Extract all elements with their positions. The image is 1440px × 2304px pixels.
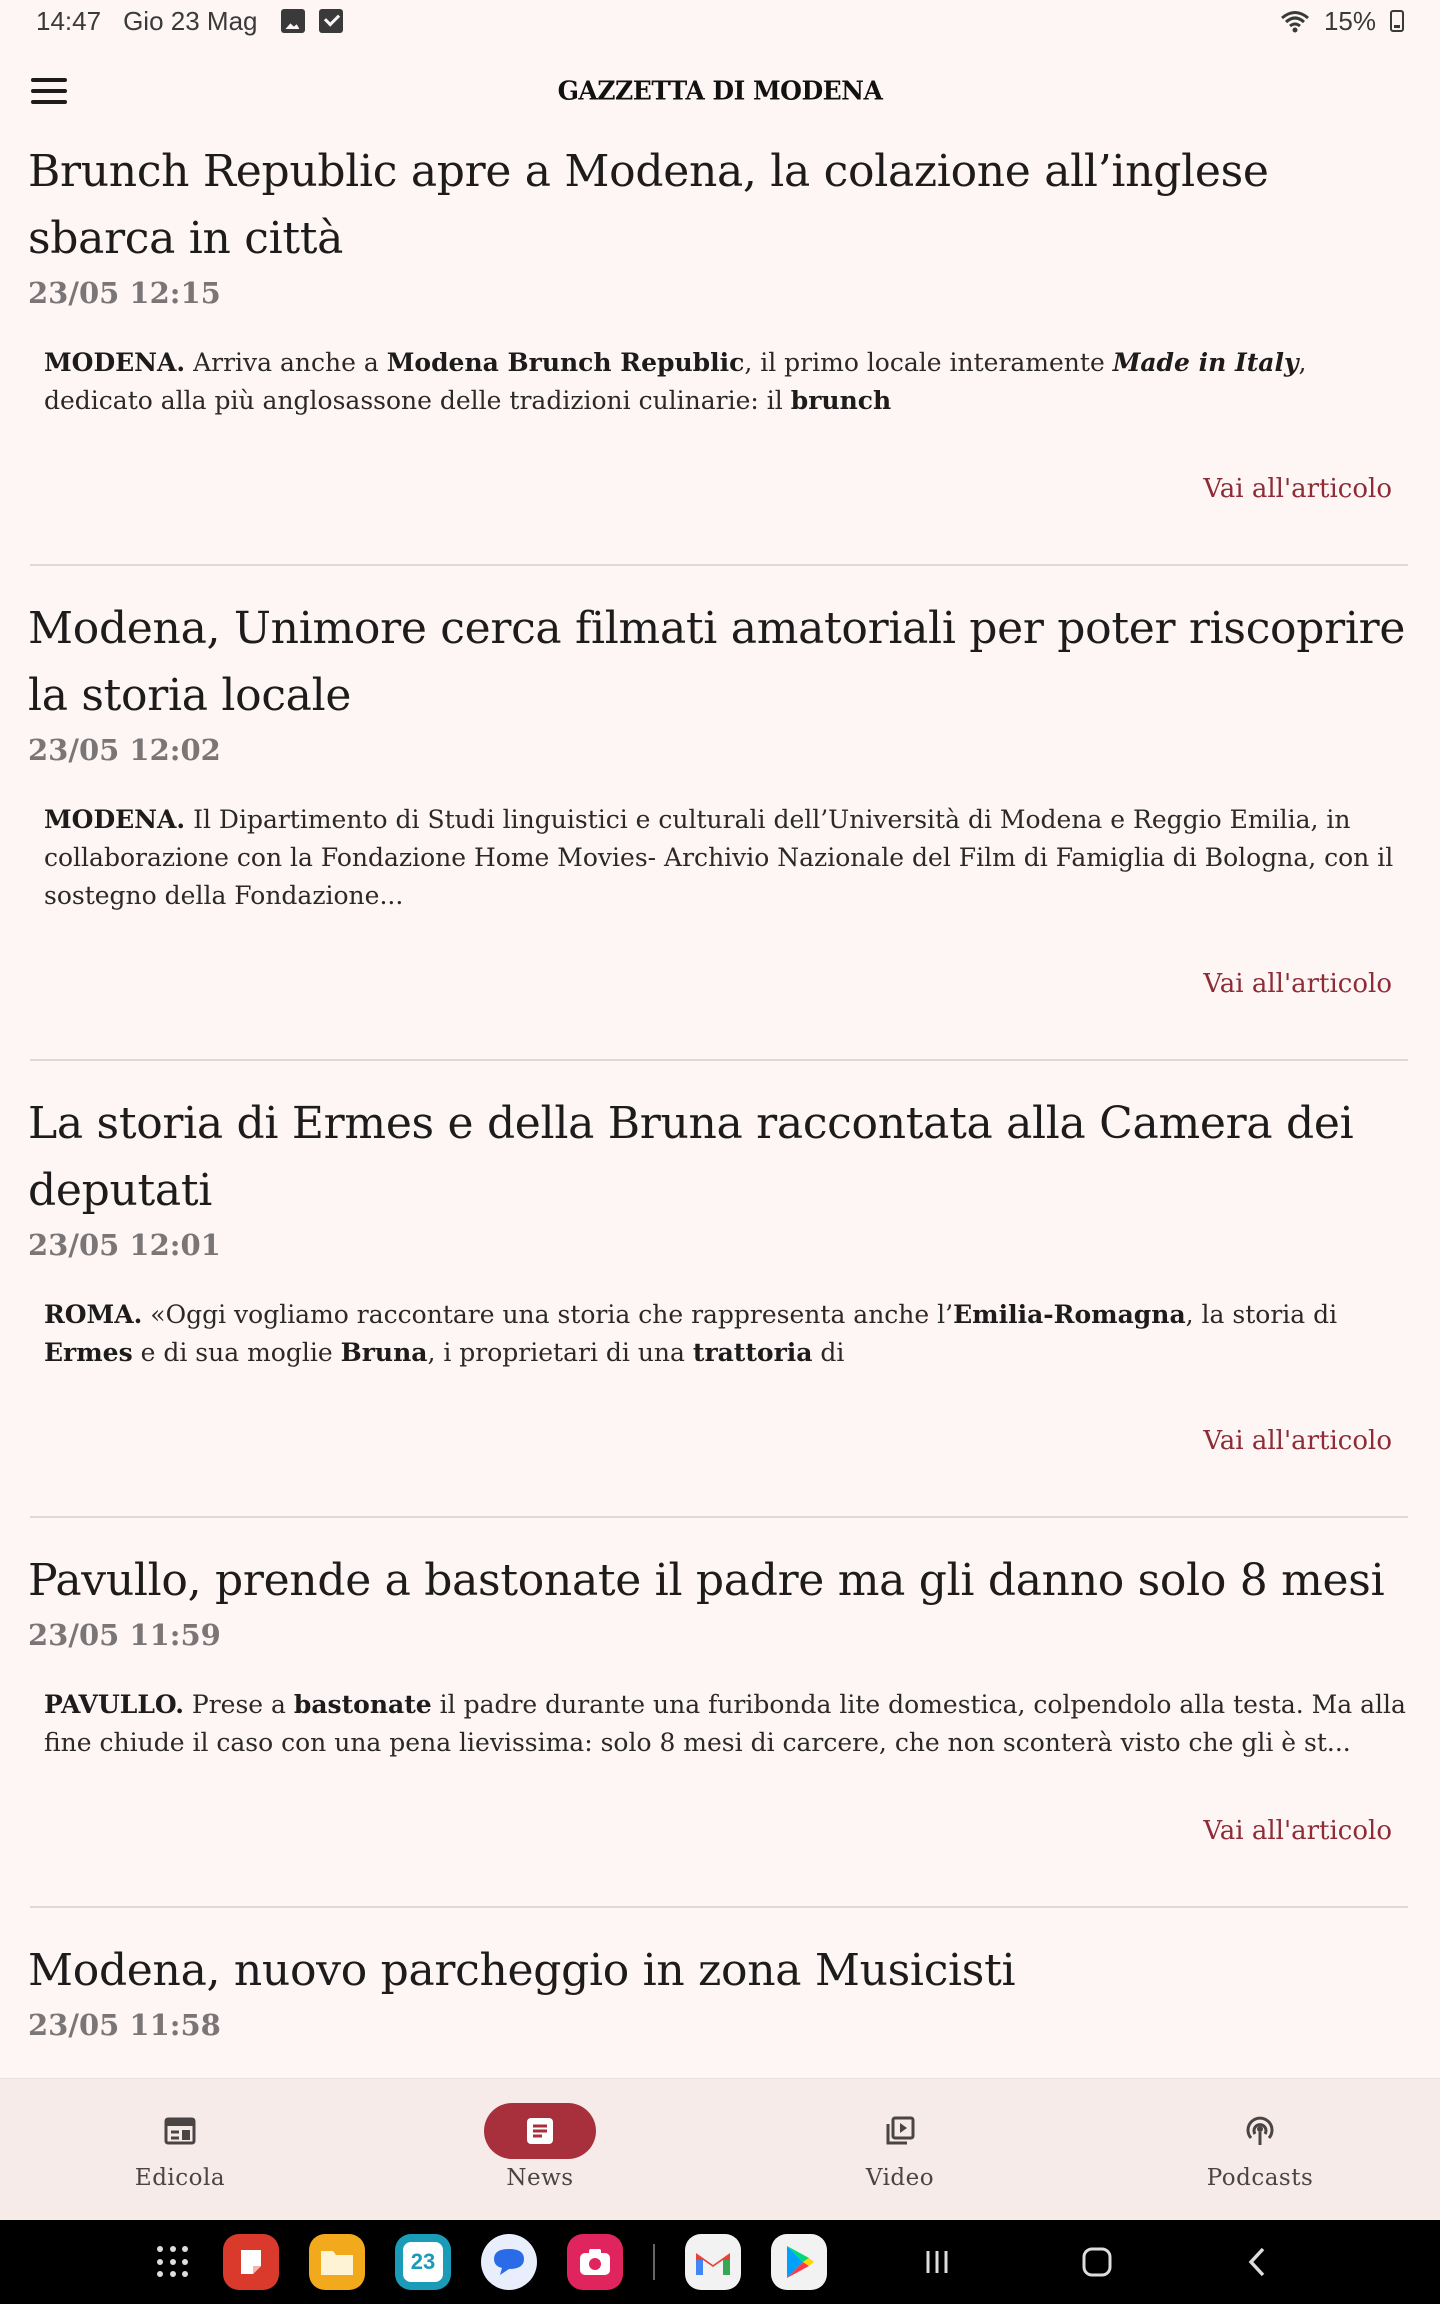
- summary-bold-text: Modena Brunch Republic: [386, 348, 745, 377]
- summary-bold-text: brunch: [790, 386, 892, 415]
- status-date: Gio 23 Mag: [123, 5, 258, 36]
- play-glyph: [781, 2243, 817, 2281]
- nav-label: Podcasts: [1206, 2165, 1314, 2191]
- gallery-notification-icon: [281, 9, 305, 33]
- hamburger-line: [31, 89, 67, 93]
- wifi-icon: [1280, 9, 1310, 33]
- news-icon: [525, 2116, 555, 2146]
- summary-text: , i proprietari di una: [427, 1338, 693, 1367]
- newsstand-icon: [163, 2115, 197, 2147]
- article-date: 23/05 12:01: [28, 1228, 221, 1262]
- article-title[interactable]: Modena, Unimore cerca filmati amatoriali per poter riscoprire la storia locale: [28, 603, 1406, 721]
- nav-pill: [1204, 2103, 1316, 2159]
- task-notification-icon: [319, 9, 343, 33]
- status-bar: [0, 0, 1440, 42]
- article-date: 23/05 12:02: [28, 733, 221, 767]
- bottom-navigation: [0, 2078, 1440, 2220]
- read-article-link[interactable]: Vai all'articolo: [1203, 474, 1392, 504]
- article-summary: [44, 344, 1414, 420]
- article-summary: [44, 1686, 1414, 1762]
- nav-pill: [844, 2103, 956, 2159]
- recent-apps-icon[interactable]: [907, 2232, 967, 2292]
- camera-glyph: [577, 2247, 613, 2277]
- nav-pill-active: [484, 2103, 596, 2159]
- article-date: 23/05 11:58: [28, 2008, 221, 2042]
- summary-bold-text: MODENA.: [44, 805, 186, 834]
- summary-text: , dedicato alla più anglosassone delle tradizioni culinarie: il: [44, 348, 1307, 415]
- nav-label: Edicola: [134, 2165, 226, 2191]
- nav-item-news[interactable]: [360, 2079, 720, 2220]
- summary-bold-text: Ermes: [44, 1338, 133, 1367]
- battery-percent: 15%: [1323, 5, 1376, 36]
- article-date: 23/05 11:59: [28, 1618, 221, 1652]
- calendar-app-icon[interactable]: [395, 2234, 451, 2290]
- summary-text: di: [812, 1338, 845, 1367]
- news-feed[interactable]: [0, 138, 1440, 2078]
- back-icon[interactable]: [1227, 2232, 1287, 2292]
- summary-bold-text: Bruna: [340, 1338, 428, 1367]
- article-title[interactable]: La storia di Ermes e della Bruna raccontata alla Camera dei deputati: [28, 1098, 1354, 1216]
- calendar-day: 23: [403, 2242, 443, 2282]
- summary-text: Prese a: [183, 1690, 294, 1719]
- summary-bold-text: Emilia-Romagna: [953, 1300, 1186, 1329]
- home-icon[interactable]: [1067, 2232, 1127, 2292]
- dock-separator: [653, 2244, 655, 2280]
- brand-logo[interactable]: GAZZETTA DI MODENA: [557, 74, 883, 106]
- summary-text: Il Dipartimento di Studi linguistici e culturali dell’Università di Modena e Reggio Emilia, in collaborazione con la Fondazione Home Movies- Archivio Nazionale del Film di Famiglia di Bologna, con il sostegno della Fondazione...: [44, 805, 1394, 910]
- nav-item-edicola[interactable]: [0, 2079, 360, 2220]
- video-library-icon: [884, 2115, 916, 2147]
- folder-glyph: [319, 2247, 355, 2277]
- read-article-link[interactable]: Vai all'articolo: [1203, 969, 1392, 999]
- article-title[interactable]: Pavullo, prende a bastonate il padre ma gli danno solo 8 mesi: [28, 1555, 1385, 1606]
- article-date: 23/05 12:15: [28, 276, 221, 310]
- app-drawer-icon[interactable]: [153, 2242, 193, 2282]
- home-glyph: [1081, 2246, 1113, 2278]
- summary-text: , il primo locale interamente: [744, 348, 1113, 377]
- summary-text: il padre durante una furibonda lite domestica, colpendolo alla testa. Ma alla fine chiude il caso con una pena lievissima: solo 8 mesi di carcere, che non sconterà visto che gli è st...: [44, 1690, 1406, 1757]
- article-title[interactable]: Brunch Republic apre a Modena, la colazione all’inglese sbarca in città: [28, 146, 1269, 264]
- gmail-glyph: [693, 2247, 733, 2277]
- play-store-app-icon[interactable]: [771, 2234, 827, 2290]
- summary-text: e di sua moglie: [132, 1338, 341, 1367]
- recent-glyph: [922, 2247, 952, 2277]
- hamburger-menu-icon: [31, 78, 67, 82]
- nav-item-video[interactable]: [720, 2079, 1080, 2220]
- hamburger-line: [31, 100, 67, 104]
- nav-label: Video: [865, 2165, 935, 2191]
- notes-glyph: [233, 2244, 269, 2280]
- article-summary: [44, 801, 1414, 915]
- top-app-bar: [0, 42, 1440, 138]
- summary-bold-text: trattoria: [692, 1338, 813, 1367]
- article-summary: [44, 1296, 1414, 1372]
- podcast-icon: [1243, 2114, 1277, 2148]
- notes-app-icon[interactable]: [223, 2234, 279, 2290]
- divider: [30, 1059, 1408, 1061]
- nav-pill: [124, 2103, 236, 2159]
- gmail-app-icon[interactable]: [685, 2234, 741, 2290]
- divider: [30, 1516, 1408, 1518]
- files-app-icon[interactable]: [309, 2234, 365, 2290]
- nav-label: News: [506, 2165, 574, 2191]
- menu-button[interactable]: [24, 66, 74, 116]
- read-article-link[interactable]: Vai all'articolo: [1203, 1816, 1392, 1846]
- chat-bubble-glyph: [490, 2245, 528, 2279]
- summary-bold-text: bastonate: [293, 1690, 432, 1719]
- messages-app-icon[interactable]: [481, 2234, 537, 2290]
- app-dock: [153, 2232, 1287, 2292]
- summary-text: Arriva anche a: [185, 348, 387, 377]
- summary-text: , la storia di: [1185, 1300, 1338, 1329]
- nav-item-podcasts[interactable]: [1080, 2079, 1440, 2220]
- summary-bold-text: ROMA.: [44, 1300, 143, 1329]
- read-article-link[interactable]: Vai all'articolo: [1203, 1426, 1392, 1456]
- screen-recorder-app-icon[interactable]: [567, 2234, 623, 2290]
- summary-bold-text: Made in Italy: [1112, 348, 1299, 377]
- back-glyph: [1245, 2246, 1269, 2278]
- system-navigation-bar: [0, 2220, 1440, 2304]
- summary-text: «Oggi vogliamo raccontare una storia che rappresenta anche l’: [142, 1300, 954, 1329]
- status-time: 14:47: [36, 5, 102, 36]
- summary-bold-text: MODENA.: [44, 348, 186, 377]
- article-title[interactable]: Modena, nuovo parcheggio in zona Musicisti: [28, 1945, 1016, 1996]
- battery-icon: [1390, 10, 1404, 32]
- divider: [30, 564, 1408, 566]
- divider: [30, 1906, 1408, 1908]
- summary-bold-text: PAVULLO.: [44, 1690, 184, 1719]
